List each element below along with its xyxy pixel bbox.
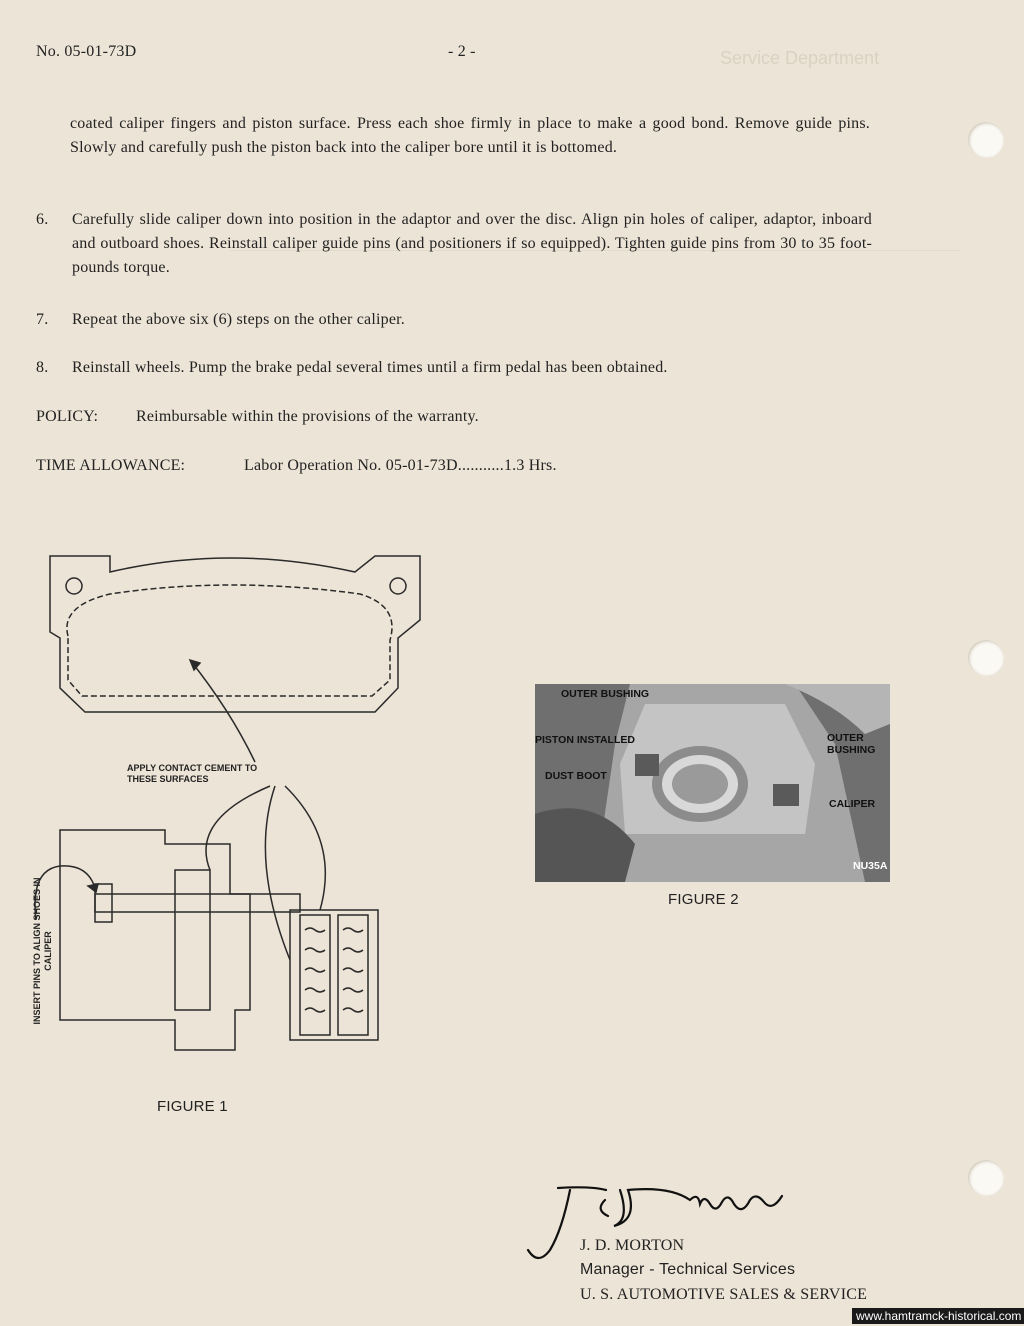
photo-label-code: NU35A xyxy=(853,860,888,872)
signer-title: Manager - Technical Services xyxy=(580,1261,796,1278)
figure-1-label-insert: INSERT PINS TO ALIGN SHOES IN CALIPER xyxy=(32,877,53,1025)
step-5-continuation: coated caliper fingers and piston surface. Press each shoe firmly in place to make a good bond. Remove guide pins. Slowly and carefully push the piston back into the caliper bore until it is bottomed. xyxy=(70,115,870,156)
page-number: - 2 - xyxy=(448,43,476,60)
step-number: 7. xyxy=(36,311,49,328)
bulletin-number: No. 05-01-73D xyxy=(36,43,137,60)
photo-label-piston-installed: PISTON INSTALLED xyxy=(535,734,635,746)
signer-organization: U. S. AUTOMOTIVE SALES & SERVICE xyxy=(580,1286,868,1303)
figure-1-drawing xyxy=(0,540,440,1100)
step-number: 8. xyxy=(36,359,49,376)
photo-label-outer-bushing-left: OUTER BUSHING xyxy=(561,688,650,700)
figure-1-caption: FIGURE 1 xyxy=(157,1098,228,1115)
signer-name: J. D. MORTON xyxy=(580,1237,685,1254)
time-allowance-text: Labor Operation No. 05-01-73D...........1.3 Hrs. xyxy=(244,457,557,474)
time-allowance-label: TIME ALLOWANCE: xyxy=(36,457,186,474)
step-text: Carefully slide caliper down into position in the adaptor and over the disc. Align pin holes of caliper, adaptor, inboard and outboard shoes. Reinstall caliper guide pins (and positioners if so equipped). Tighten guide pins from 30 to 35 foot-pounds torque. xyxy=(72,211,872,276)
policy-text: Reimbursable within the provisions of the warranty. xyxy=(136,408,479,425)
step-text: Reinstall wheels. Pump the brake pedal several times until a firm pedal has been obtained. xyxy=(72,359,668,376)
watermark: www.hamtramck-historical.com xyxy=(852,1308,1024,1324)
caliper-photo xyxy=(535,684,890,882)
step-text: Repeat the above six (6) steps on the other caliper. xyxy=(72,311,405,328)
binder-hole xyxy=(968,122,1004,158)
photo-label-caliper: CALIPER xyxy=(829,798,876,810)
photo-label-dust-boot: DUST BOOT xyxy=(545,770,607,782)
bleed-through: Service Department xyxy=(720,48,880,68)
figure-1-label-apply: APPLY CONTACT CEMENT TO THESE SURFACES xyxy=(127,763,258,784)
photo-label-outer-bushing-right: OUTER BUSHING xyxy=(827,732,876,756)
figure-2-photo xyxy=(535,684,890,882)
binder-hole xyxy=(968,1160,1004,1196)
policy-label: POLICY: xyxy=(36,408,99,425)
binder-hole xyxy=(968,640,1004,676)
figure-2-caption: FIGURE 2 xyxy=(668,891,739,908)
step-number: 6. xyxy=(36,211,49,228)
